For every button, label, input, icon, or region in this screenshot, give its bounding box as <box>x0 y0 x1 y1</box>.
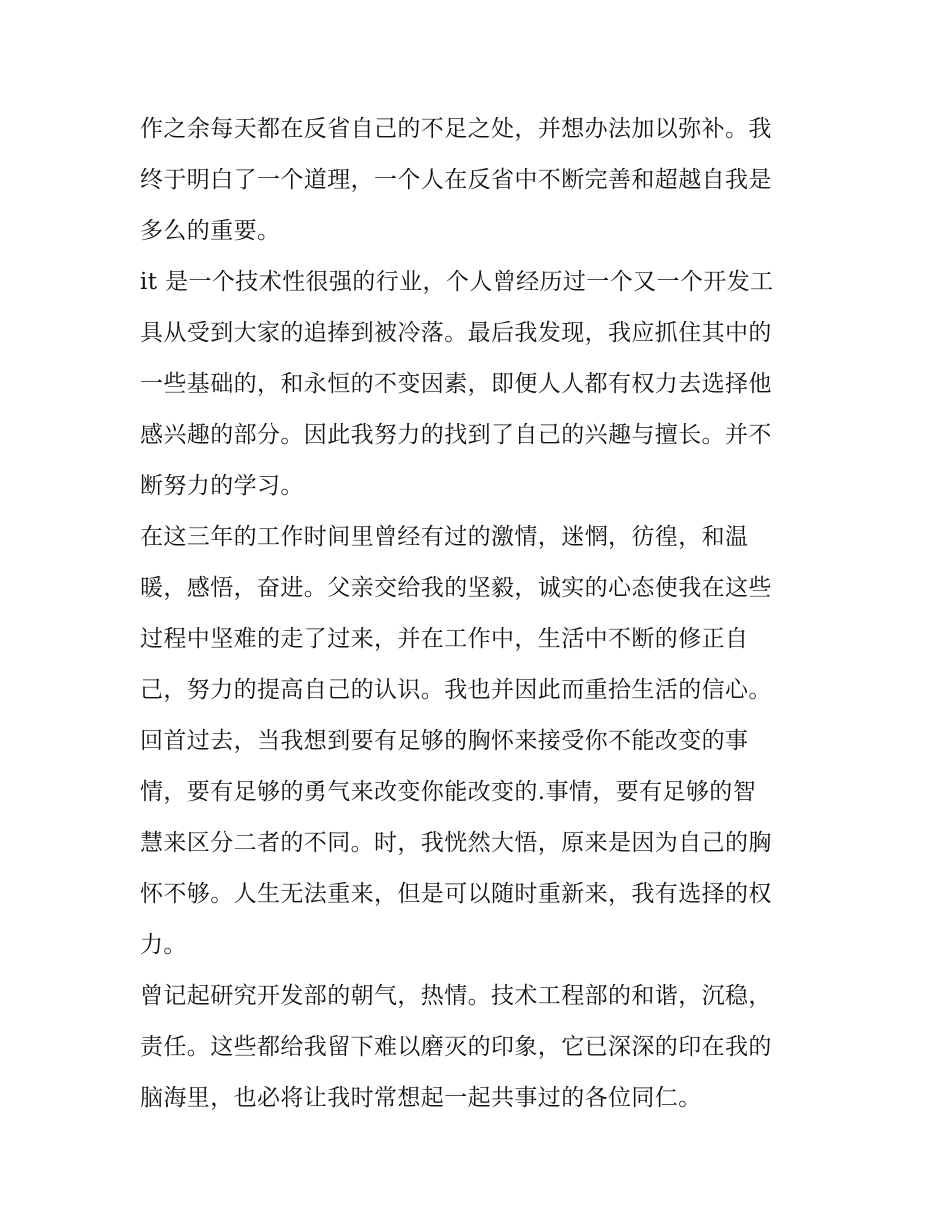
document-body <box>140 104 820 1124</box>
text-line: 一些基础的，和永恒的不变因素，即便人人都有权力去选择他 <box>140 371 772 397</box>
text-line: 感兴趣的部分。因此我努力的找到了自己的兴趣与擅长。并不 <box>140 422 772 448</box>
text-line: 责任。这些都给我留下难以磨灭的印象，它已深深的印在我的 <box>140 1034 772 1060</box>
text-line: 脑海里，也必将让我时常想起一起共事过的各位同仁。 <box>140 1085 702 1111</box>
text-line: it 是一个技术性很强的行业，个人曾经历过一个又一个开发工 <box>140 269 774 295</box>
text-line: 暖，感悟，奋进。父亲交给我的坚毅，诚实的心态使我在这些 <box>140 575 772 601</box>
text-line: 终于明白了一个道理，一个人在反省中不断完善和超越自我是 <box>140 167 772 193</box>
text-line: 情，要有足够的勇气来改变你能改变的.事情，要有足够的智 <box>140 779 757 805</box>
text-line: 曾记起研究开发部的朝气，热情。技术工程部的和谐，沉稳， <box>140 983 772 1009</box>
text-line: 在这三年的工作时间里曾经有过的激情，迷惘，彷徨，和温 <box>140 524 749 550</box>
text-line: 怀不够。人生无法重来，但是可以随时重新来，我有选择的权 <box>140 881 772 907</box>
text-line: 作之余每天都在反省自己的不足之处，并想办法加以弥补。我 <box>140 116 772 142</box>
text-line: 己，努力的提高自己的认识。我也并因此而重拾生活的信心。 <box>140 677 772 703</box>
text-line: 力。 <box>140 932 187 958</box>
text-line: 过程中坚难的走了过来，并在工作中，生活中不断的修正自 <box>140 626 749 652</box>
text-line: 多么的重要。 <box>140 218 281 244</box>
text-line: 具从受到大家的追捧到被冷落。最后我发现，我应抓住其中的 <box>140 320 772 346</box>
text-line: 断努力的学习。 <box>140 473 304 499</box>
text-line: 慧来区分二者的不同。时，我恍然大悟，原来是因为自己的胸 <box>140 830 772 856</box>
text-line: 回首过去，当我想到要有足够的胸怀来接受你不能改变的事 <box>140 728 749 754</box>
